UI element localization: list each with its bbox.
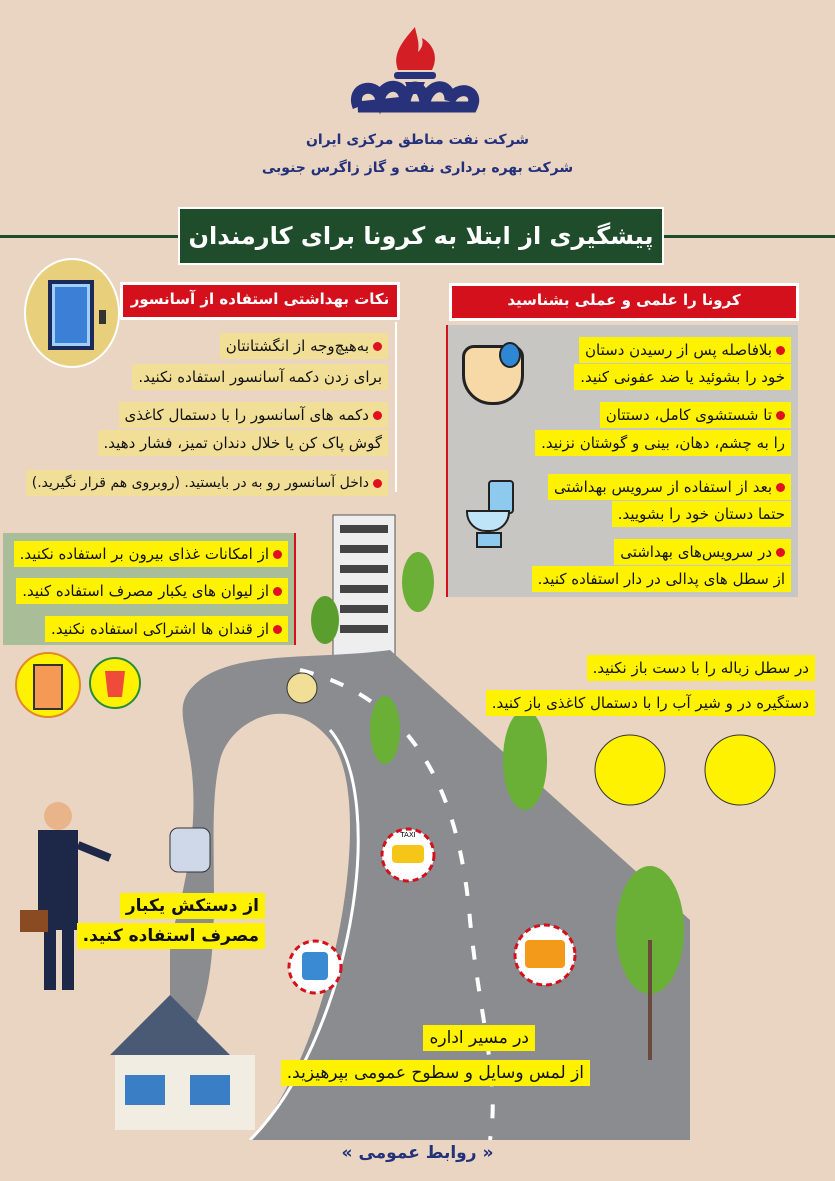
hand-wash-icon [462,345,524,405]
house-icon [110,995,255,1130]
gloves-icon [170,828,210,872]
corona-heading: کرونا را علمی و عملی بشناسید [449,283,799,321]
company-name-2: شرکت بهره برداری نفت و گاز زاگرس جنوبی [261,160,574,176]
elevator-tip-3: داخل آسانسور رو به در بایستید. (روبروی هم قرار نگیرید.) [26,470,388,496]
small-train-icon [287,673,317,703]
elevator-icon [24,258,120,368]
trash-tip-2: دستگیره در و شیر آب را با دستمال کاغذی باز کنید. [486,690,815,716]
food-tip-3: از قندان ها اشتراکی استفاده نکنید. [45,616,288,642]
elevator-tip-2b: گوش پاک کن یا خلال دندان تمیز، فشار دهید. [98,430,388,456]
trash-bin-icon [595,735,665,805]
elevator-divider [395,322,397,492]
corona-tip-4b: از سطل های پدالی در دار استفاده کنید. [532,566,791,592]
corona-tip-2a: تا شستشوی کامل، دستتان [600,402,791,428]
corona-tip-3a: بعد از استفاده از سرویس بهداشتی [548,474,791,500]
footer-public-relations: « روابط عمومی » [341,1143,494,1163]
elevator-tip-2a: دکمه های آسانسور را با دستمال کاغذی [119,402,388,428]
businessman-icon [20,802,110,990]
faucet-icon [705,735,775,805]
elevator-heading: نکات بهداشتی استفاده از آسانسور [120,282,400,320]
route-tip-2: از لمس وسایل و سطوح عمومی بپرهیزید. [281,1060,590,1086]
page-title: پیشگیری از ابتلا به کرونا برای کارمندان [178,207,664,265]
elevator-tip-1a: به‌هیچ‌وجه از انگشتانتان [220,333,388,359]
corona-tip-1a: بلافاصله پس از رسیدن دستان [579,337,791,363]
taxi-sign-text: TAXI [400,831,416,839]
elevator-tip-1b: برای زدن دکمه آسانسور استفاده نکنید. [132,364,388,390]
trash-tip-1: در سطل زباله را با دست باز نکنید. [587,655,815,681]
gloves-tip-2: مصرف استفاده کنید. [77,923,265,949]
corona-tip-4a: در سرویس‌های بهداشتی [614,539,791,565]
food-tip-2: از لیوان های یکبار مصرف استفاده کنید. [16,578,288,604]
road-scene [0,500,835,1140]
gloves-tip-1: از دستکش یکبار [120,893,265,919]
company-name-1: شرکت نفت مناطق مرکزی ایران [305,132,530,148]
corona-tip-2b: را به چشم، دهان، بینی و گوشتان نزنید. [535,430,791,456]
company-logo [350,12,480,122]
corona-tip-3b: حتما دستان خود را بشویید. [612,501,791,527]
corona-tip-1b: خود را بشوئید یا ضد عفونی کنید. [574,364,791,390]
route-tip-1: در مسیر اداره [423,1025,535,1051]
food-tip-1: از امکانات غذای بیرون بر استفاده نکنید. [14,541,288,567]
